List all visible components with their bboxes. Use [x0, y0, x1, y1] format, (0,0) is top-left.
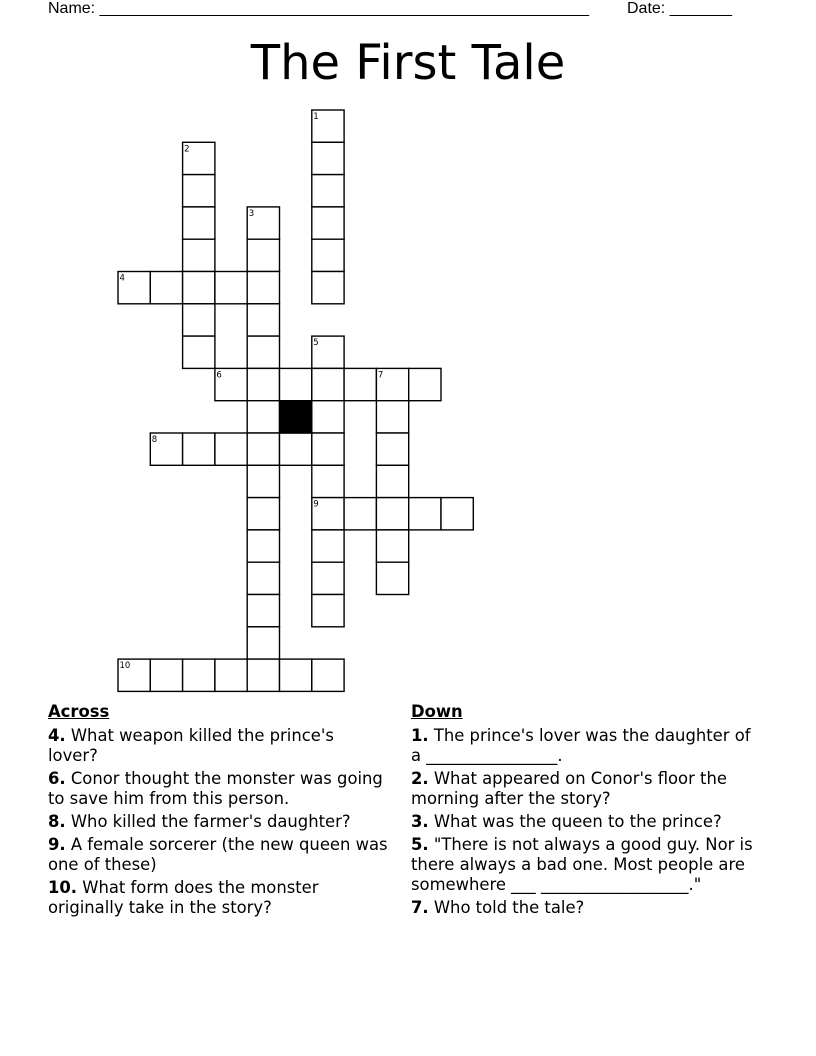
across-clue	[48, 769, 388, 809]
grid-cell[interactable]	[376, 465, 408, 497]
clue-text: A female sorcerer (the new queen was one of these)	[48, 835, 388, 874]
grid-cell[interactable]	[312, 562, 344, 594]
down-clue-list	[411, 726, 756, 918]
grid-cell[interactable]	[376, 498, 408, 530]
grid-cell[interactable]	[312, 433, 344, 465]
across-clues	[48, 702, 388, 921]
clue-number-3: 3	[248, 208, 255, 219]
clue-number: 1.	[411, 726, 429, 745]
across-clue	[48, 878, 388, 918]
grid-cell[interactable]	[376, 401, 408, 433]
grid-cell[interactable]	[247, 272, 279, 304]
grid-cell[interactable]	[376, 530, 408, 562]
puzzle-title: The First Tale	[250, 35, 566, 91]
down-clue	[411, 835, 756, 895]
clue-number: 6.	[48, 769, 66, 788]
grid-cell[interactable]	[247, 401, 279, 433]
grid-cell[interactable]	[247, 336, 279, 368]
grid-cell[interactable]	[409, 368, 441, 400]
grid-cell[interactable]	[280, 659, 312, 691]
clue-number-5: 5	[313, 338, 319, 349]
grid-cell[interactable]	[247, 659, 279, 691]
grid-cell[interactable]	[183, 272, 215, 304]
down-clue	[411, 898, 756, 918]
clue-number-6: 6	[216, 370, 222, 381]
clue-number: 4.	[48, 726, 66, 745]
grid-cell[interactable]	[312, 239, 344, 271]
grid-cell[interactable]	[247, 595, 279, 627]
grid-cell[interactable]	[150, 659, 182, 691]
grid-cell[interactable]	[344, 368, 376, 400]
grid-cell[interactable]	[247, 304, 279, 336]
grid-cell[interactable]	[215, 433, 247, 465]
grid-cell[interactable]	[376, 433, 408, 465]
grid-cell[interactable]	[247, 465, 279, 497]
clue-text: Who killed the farmer's daughter?	[65, 812, 351, 831]
name-field[interactable]: Name: _______________________________________________________	[48, 0, 589, 17]
black-cell	[280, 401, 312, 433]
grid-cell[interactable]	[183, 433, 215, 465]
grid-cell[interactable]	[312, 207, 344, 239]
clue-number: 9.	[48, 835, 66, 854]
down-clue	[411, 769, 756, 809]
grid-cell[interactable]	[312, 659, 344, 691]
grid-cell[interactable]	[280, 433, 312, 465]
grid-cell[interactable]	[247, 498, 279, 530]
across-clue-list	[48, 726, 388, 918]
grid-cell[interactable]	[280, 368, 312, 400]
clue-number-7: 7	[377, 370, 384, 381]
clue-number-9: 9	[313, 499, 319, 510]
clue-number-8: 8	[151, 435, 158, 445]
grid-cell[interactable]	[183, 175, 215, 207]
grid-cell[interactable]	[409, 498, 441, 530]
down-clues	[411, 702, 756, 921]
across-clue	[48, 726, 388, 766]
grid-cell[interactable]	[312, 530, 344, 562]
clue-number: 10.	[48, 878, 78, 897]
grid-cell[interactable]	[150, 272, 182, 304]
clue-number-1: 1	[313, 112, 319, 122]
clue-text: Who told the tale?	[428, 898, 585, 917]
across-clue	[48, 835, 388, 875]
grid-cell[interactable]	[312, 401, 344, 433]
grid-cell[interactable]	[247, 239, 279, 271]
across-clue	[48, 812, 388, 832]
grid-cell[interactable]	[312, 175, 344, 207]
down-clue	[411, 726, 756, 766]
across-heading: Across	[48, 702, 110, 721]
grid-cell[interactable]	[312, 142, 344, 174]
grid-cell[interactable]	[247, 368, 279, 400]
grid-cell[interactable]	[247, 433, 279, 465]
grid-cell[interactable]	[247, 562, 279, 594]
grid-cell[interactable]	[247, 530, 279, 562]
grid-cell[interactable]	[183, 304, 215, 336]
grid-cell[interactable]	[215, 272, 247, 304]
grid-cell[interactable]	[183, 239, 215, 271]
down-clue	[411, 812, 756, 832]
clue-number-4: 4	[119, 273, 125, 284]
clue-number: 7.	[411, 898, 429, 917]
clue-text: What weapon killed the prince's lover?	[48, 726, 334, 765]
clue-number: 3.	[411, 812, 429, 831]
grid-cell[interactable]	[312, 595, 344, 627]
clue-number: 8.	[48, 812, 66, 831]
grid-cell[interactable]	[312, 465, 344, 497]
clue-text: Conor thought the monster was going to save him from this person.	[48, 769, 383, 808]
down-heading: Down	[411, 702, 463, 721]
clue-number: 5.	[411, 835, 429, 854]
grid-cell[interactable]	[183, 336, 215, 368]
grid-cell[interactable]	[247, 627, 279, 659]
clue-number-10: 10	[119, 661, 131, 672]
grid-cell[interactable]	[441, 498, 473, 530]
grid-cell[interactable]	[376, 562, 408, 594]
clue-text: What form does the monster originally take in the story?	[48, 878, 319, 917]
grid-cell[interactable]	[312, 368, 344, 400]
clue-number: 2.	[411, 769, 429, 788]
clue-number-2: 2	[184, 144, 190, 155]
grid-cell[interactable]	[183, 659, 215, 691]
grid-cell[interactable]	[312, 272, 344, 304]
clue-text: What appeared on Conor's floor the morning after the story?	[411, 769, 727, 808]
clue-text: "There is not always a good guy. Nor is there always a bad one. Most people are somewhere ___ __________________."	[411, 835, 753, 894]
grid-cell[interactable]	[183, 207, 215, 239]
clue-text: The prince's lover was the daughter of a ________________.	[411, 726, 751, 765]
clue-text: What was the queen to the prince?	[428, 812, 722, 831]
date-field[interactable]: Date: _______	[627, 0, 732, 17]
grid-cell[interactable]	[344, 498, 376, 530]
grid-cell[interactable]	[215, 659, 247, 691]
